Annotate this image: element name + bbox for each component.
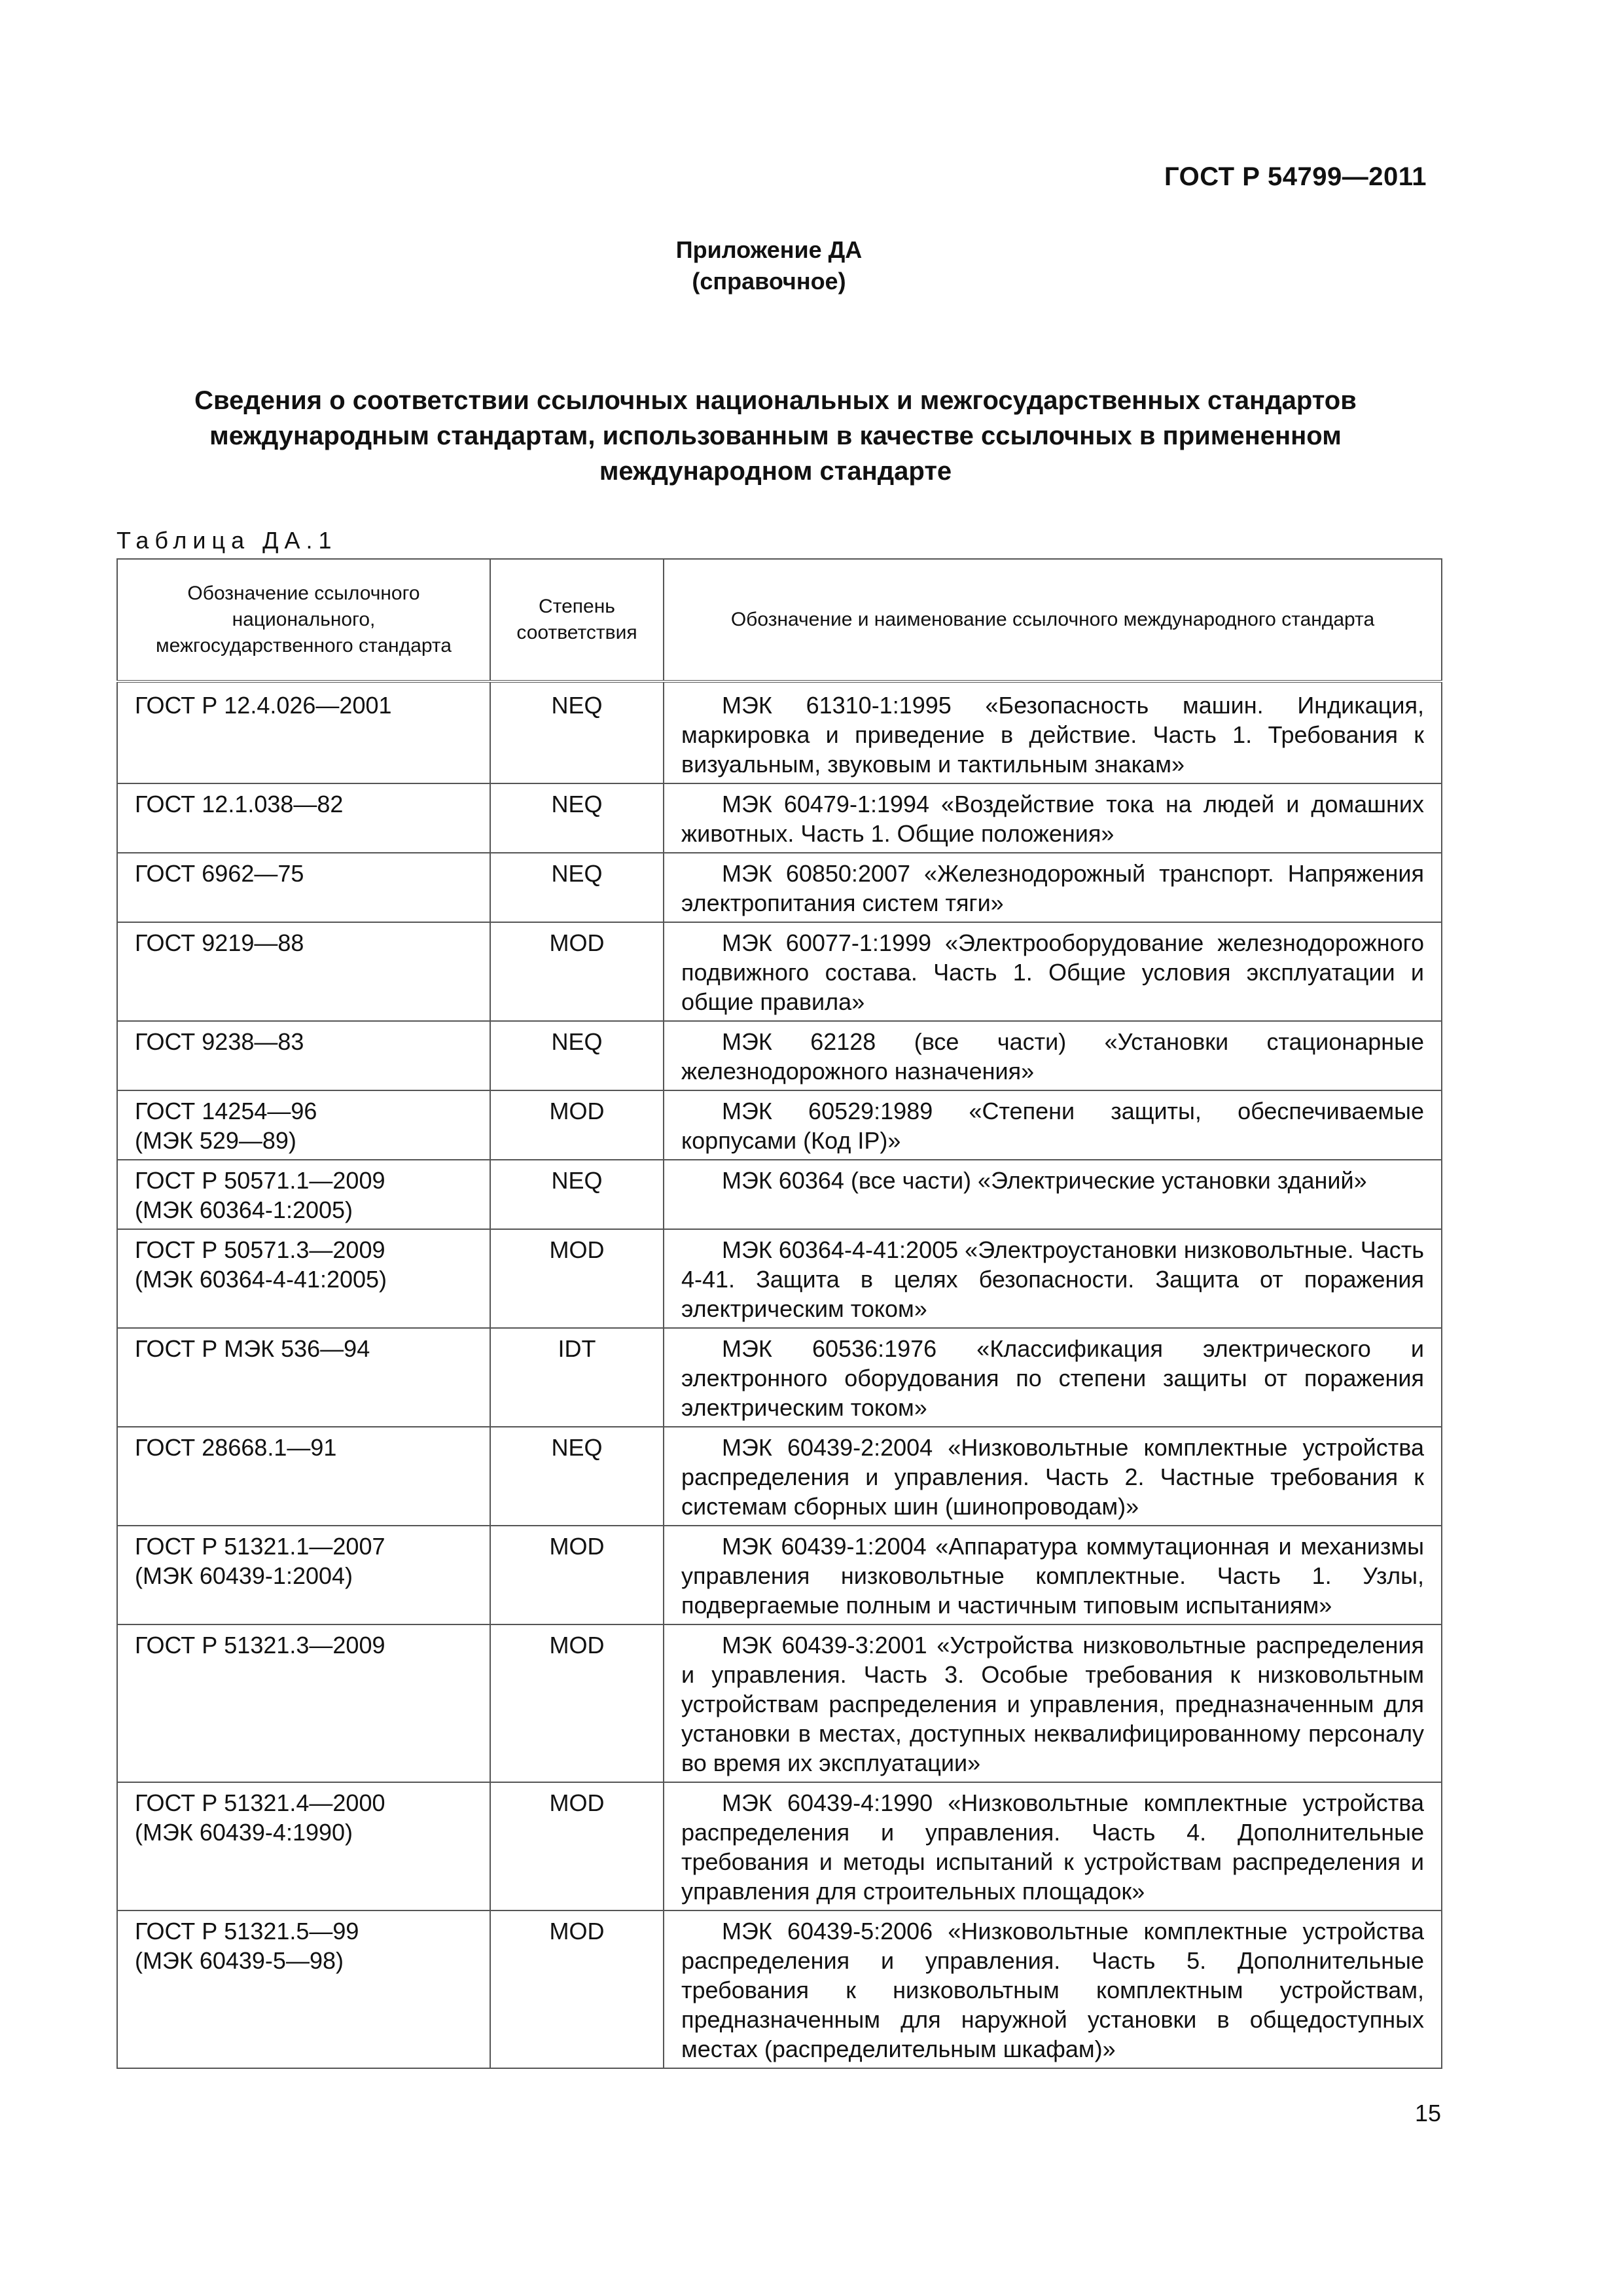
section-heading [131,383,1420,489]
table-row [117,1160,1442,1229]
table-row [117,1782,1442,1910]
cell-international-standard: МЭК 61310-1:1995 «Безопасность машин. Индикация, маркировка и приведение в действие. Часть 1. Требования к визуальным, звуковым и тактильным знакам» [664,681,1442,783]
cell-international-standard: МЭК 62128 (все части) «Установки стационарные железнодорожного назначения» [664,1021,1442,1090]
cell-national-standard [117,1526,490,1624]
table-row [117,1526,1442,1624]
national-standard-line: (МЭК 60439-4:1990) [135,1819,353,1846]
cell-national-standard [117,1229,490,1328]
table-row [117,1624,1442,1782]
document-code: ГОСТ Р 54799—2011 [1164,162,1427,191]
cell-degree: MOD [490,1229,664,1328]
cell-international-standard: МЭК 60439-1:2004 «Аппаратура коммутационная и механизмы управления низковольтные комплектные. Часть 1. Узлы, подвергаемые полным и частичным типовым испытаниям» [664,1526,1442,1624]
cell-international-standard: МЭК 60850:2007 «Железнодорожный транспорт. Напряжения электропитания систем тяги» [664,853,1442,922]
cell-international-standard: МЭК 60529:1989 «Степени защиты, обеспечиваемые корпусами (Код IP)» [664,1090,1442,1160]
cell-national-standard [117,1328,490,1427]
table-row [117,1021,1442,1090]
correspondence-table [116,558,1442,2069]
national-standard-line: ГОСТ Р 51321.4—2000 [135,1789,385,1816]
national-standard-line: ГОСТ Р 50571.3—2009 [135,1236,385,1263]
header-national-standard: Обозначение ссылочного национального, межгосударственного стандарта [117,559,490,681]
header-degree: Степень соответствия [490,559,664,681]
cell-international-standard: МЭК 60439-2:2004 «Низковольтные комплектные устройства распределения и управления. Часть 2. Частные требования к системам сборных шин (шинопроводам)» [664,1427,1442,1526]
table-header-row [117,559,1442,681]
cell-degree: MOD [490,1782,664,1910]
cell-national-standard [117,922,490,1021]
appendix-subtitle: (справочное) [692,268,846,295]
cell-degree: IDT [490,1328,664,1427]
heading-line: Сведения о соответствии ссылочных национальных и межгосударственных стандартов [194,386,1357,415]
cell-international-standard: МЭК 60439-3:2001 «Устройства низковольтные распределения и управления. Часть 3. Особые требования к низковольтным устройствам распределения и управления, предназначенным для установки в местах, доступных неквалифицированному персоналу во время их эксплуатации» [664,1624,1442,1782]
cell-national-standard [117,1624,490,1782]
national-standard-line: (МЭК 60439-1:2004) [135,1562,353,1589]
cell-national-standard [117,1427,490,1526]
national-standard-line: (МЭК 60364-1:2005) [135,1196,353,1223]
national-standard-line: ГОСТ 9219—88 [135,929,304,956]
cell-international-standard: МЭК 60077-1:1999 «Электрооборудование железнодорожного подвижного состава. Часть 1. Общие условия эксплуатации и общие правила» [664,922,1442,1021]
cell-international-standard: МЭК 60364 (все части) «Электрические установки зданий» [664,1160,1442,1229]
national-standard-line: ГОСТ Р 51321.1—2007 [135,1533,385,1560]
appendix-block [0,234,1538,297]
cell-degree: NEQ [490,783,664,853]
table-row [117,681,1442,783]
cell-degree: MOD [490,1624,664,1782]
cell-degree: NEQ [490,1021,664,1090]
table-row [117,853,1442,922]
national-standard-line: ГОСТ Р МЭК 536—94 [135,1335,370,1362]
cell-national-standard [117,1021,490,1090]
cell-national-standard [117,1160,490,1229]
national-standard-line: ГОСТ Р 51321.3—2009 [135,1632,385,1659]
cell-international-standard: МЭК 60536:1976 «Классификация электрического и электронного оборудования по степени защиты от поражения электрическим током» [664,1328,1442,1427]
national-standard-line: ГОСТ 12.1.038—82 [135,791,344,817]
cell-national-standard [117,1782,490,1910]
cell-international-standard: МЭК 60479-1:1994 «Воздействие тока на людей и домашних животных. Часть 1. Общие положения» [664,783,1442,853]
table-row [117,1090,1442,1160]
header-international-standard: Обозначение и наименование ссылочного международного стандарта [664,559,1442,681]
cell-degree: NEQ [490,1427,664,1526]
national-standard-line: ГОСТ 6962—75 [135,860,304,887]
cell-degree: NEQ [490,681,664,783]
table-row [117,922,1442,1021]
cell-national-standard [117,1910,490,2068]
table-row [117,1328,1442,1427]
national-standard-line: ГОСТ Р 51321.5—99 [135,1918,359,1945]
cell-international-standard: МЭК 60439-4:1990 «Низковольтные комплектные устройства распределения и управления. Часть 4. Дополнительные требования и методы испытаний к устройствам распределения и управления для строительных площадок» [664,1782,1442,1910]
cell-international-standard: МЭК 60439-5:2006 «Низковольтные комплектные устройства распределения и управления. Часть 5. Дополнительные требования к низковольтным комплектным устройствам, предназначенным для наружной установки в общедоступных местах (распределительным шкафам)» [664,1910,1442,2068]
cell-national-standard [117,1090,490,1160]
national-standard-line: ГОСТ 28668.1—91 [135,1434,337,1461]
page-number: 15 [1414,2100,1441,2126]
national-standard-line: (МЭК 60364-4-41:2005) [135,1266,387,1293]
national-standard-line: (МЭК 60439-5—98) [135,1947,344,1974]
cell-degree: MOD [490,1910,664,2068]
appendix-title: Приложение ДА [675,236,863,263]
national-standard-line: ГОСТ 14254—96 [135,1098,317,1124]
national-standard-line: ГОСТ Р 12.4.026—2001 [135,692,392,719]
cell-degree: NEQ [490,1160,664,1229]
national-standard-line: ГОСТ 9238—83 [135,1028,304,1055]
cell-degree: MOD [490,922,664,1021]
table-row [117,1427,1442,1526]
table-row [117,783,1442,853]
national-standard-line: (МЭК 529—89) [135,1127,296,1154]
cell-international-standard: МЭК 60364-4-41:2005 «Электроустановки низковольтные. Часть 4-41. Защита в целях безопасности. Защита от поражения электрическим током» [664,1229,1442,1328]
table-row [117,1229,1442,1328]
cell-degree: MOD [490,1526,664,1624]
table-label: Таблица ДА.1 [116,527,338,554]
cell-national-standard [117,783,490,853]
cell-national-standard [117,853,490,922]
cell-national-standard [117,681,490,783]
heading-line: международным стандартам, использованным в качестве ссылочных в примененном [209,422,1342,450]
national-standard-line: ГОСТ Р 50571.1—2009 [135,1167,385,1194]
cell-degree: NEQ [490,853,664,922]
table-row [117,1910,1442,2068]
cell-degree: MOD [490,1090,664,1160]
heading-line: международном стандарте [599,457,952,486]
